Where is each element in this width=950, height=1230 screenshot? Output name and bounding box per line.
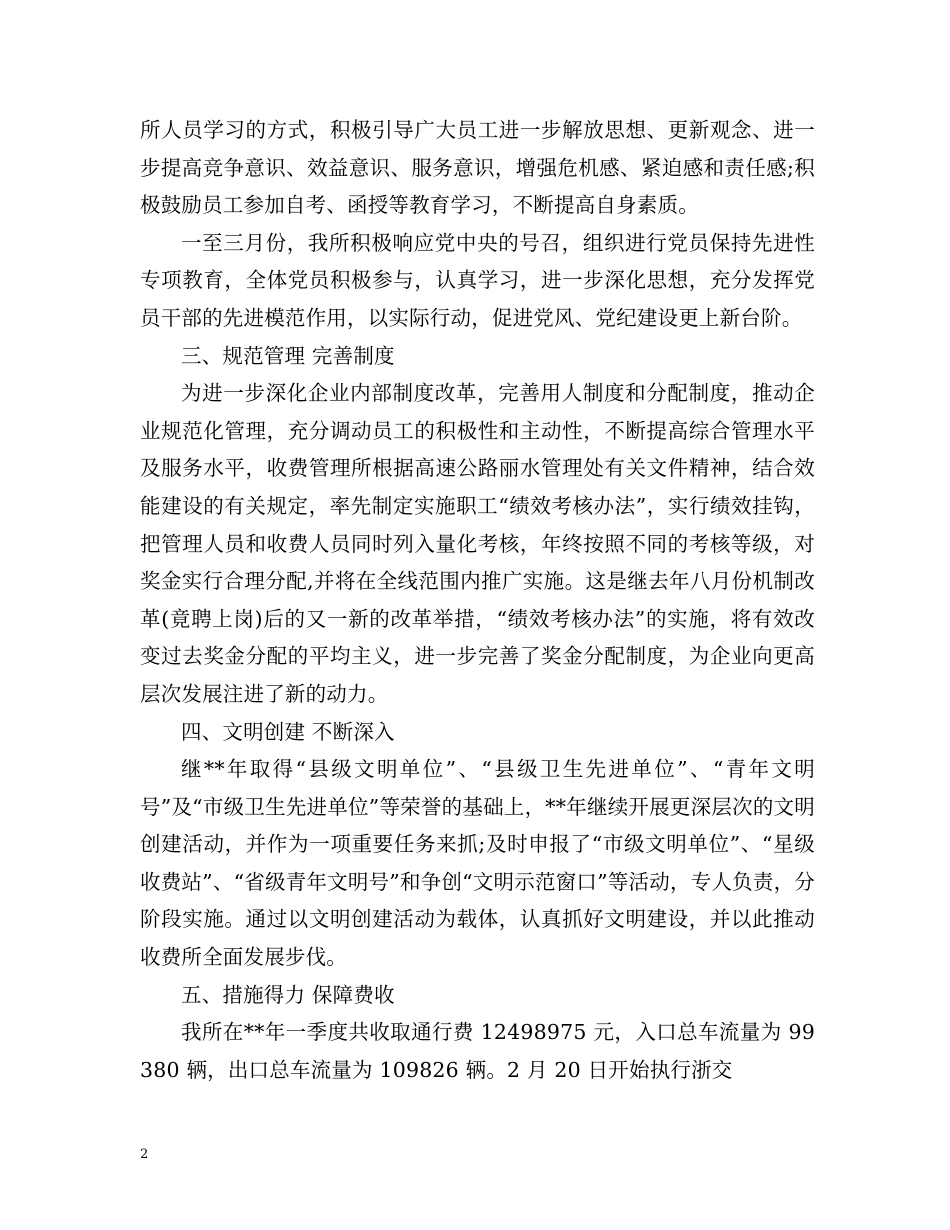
paragraph-civilization-building: 继**年取得“县级文明单位”、“县级卫生先进单位”、“青年文明号”及“市级卫生先进单位”等荣誉的基础上，**年继续开展更深层次的文明创建活动，并作为一项重要任务来抓;及时申报了“市级文明单位”、“星级收费站”、“省级青年文明号”和争创“文明示范窗口”等活动，专人负责，分阶段实施。通过以文明创建活动为载体，认真抓好文明建设，并以此推动收费所全面发展步伐。 <box>140 757 815 970</box>
page-number: 2 <box>140 1147 149 1162</box>
paragraph-staff-learning: 所人员学习的方式，积极引导广大员工进一步解放思想、更新观念、进一步提高竞争意识、效益意识、服务意识，增强危机感、紧迫感和责任感;积极鼓励员工参加自考、函授等教育学习，不断提高自身素质。 <box>140 118 815 218</box>
section-heading-5: 五、措施得力 保障费收 <box>181 982 395 1007</box>
section-heading-4: 四、文明创建 不断深入 <box>181 719 395 744</box>
paragraph-toll-collection: 我所在**年一季度共收取通行费 12498975 元，入口总车流量为 99380 辆，出口总车流量为 109826 辆。2 月 20 日开始执行浙交 <box>140 1020 815 1082</box>
paragraph-party-education: 一至三月份，我所积极响应党中央的号召，组织进行党员保持先进性专项教育，全体党员积极参与，认真学习，进一步深化思想，充分发挥党员干部的先进模范作用，以实际行动，促进党风、党纪建设更上新台阶。 <box>140 230 815 330</box>
paragraph-management-system: 为进一步深化企业内部制度改革，完善用人制度和分配制度，推动企业规范化管理，充分调动员工的积极性和主动性，不断提高综合管理水平及服务水平，收费管理所根据高速公路丽水管理处有关文件精神，结合效能建设的有关规定，率先制定实施职工“绩效考核办法”，实行绩效挂钩，把管理人员和收费人员同时列入量化考核，年终按照不同的考核等级，对奖金实行合理分配,并将在全线范围内推广实施。这是继去年八月份机制改革(竟聘上岗)后的又一新的改革举措，“绩效考核办法”的实施，将有效改变过去奖金分配的平均主义，进一步完善了奖金分配制度，为企业向更高层次发展注进了新的动力。 <box>140 381 815 706</box>
section-heading-3: 三、规范管理 完善制度 <box>181 343 395 368</box>
document-body <box>140 112 815 1089</box>
